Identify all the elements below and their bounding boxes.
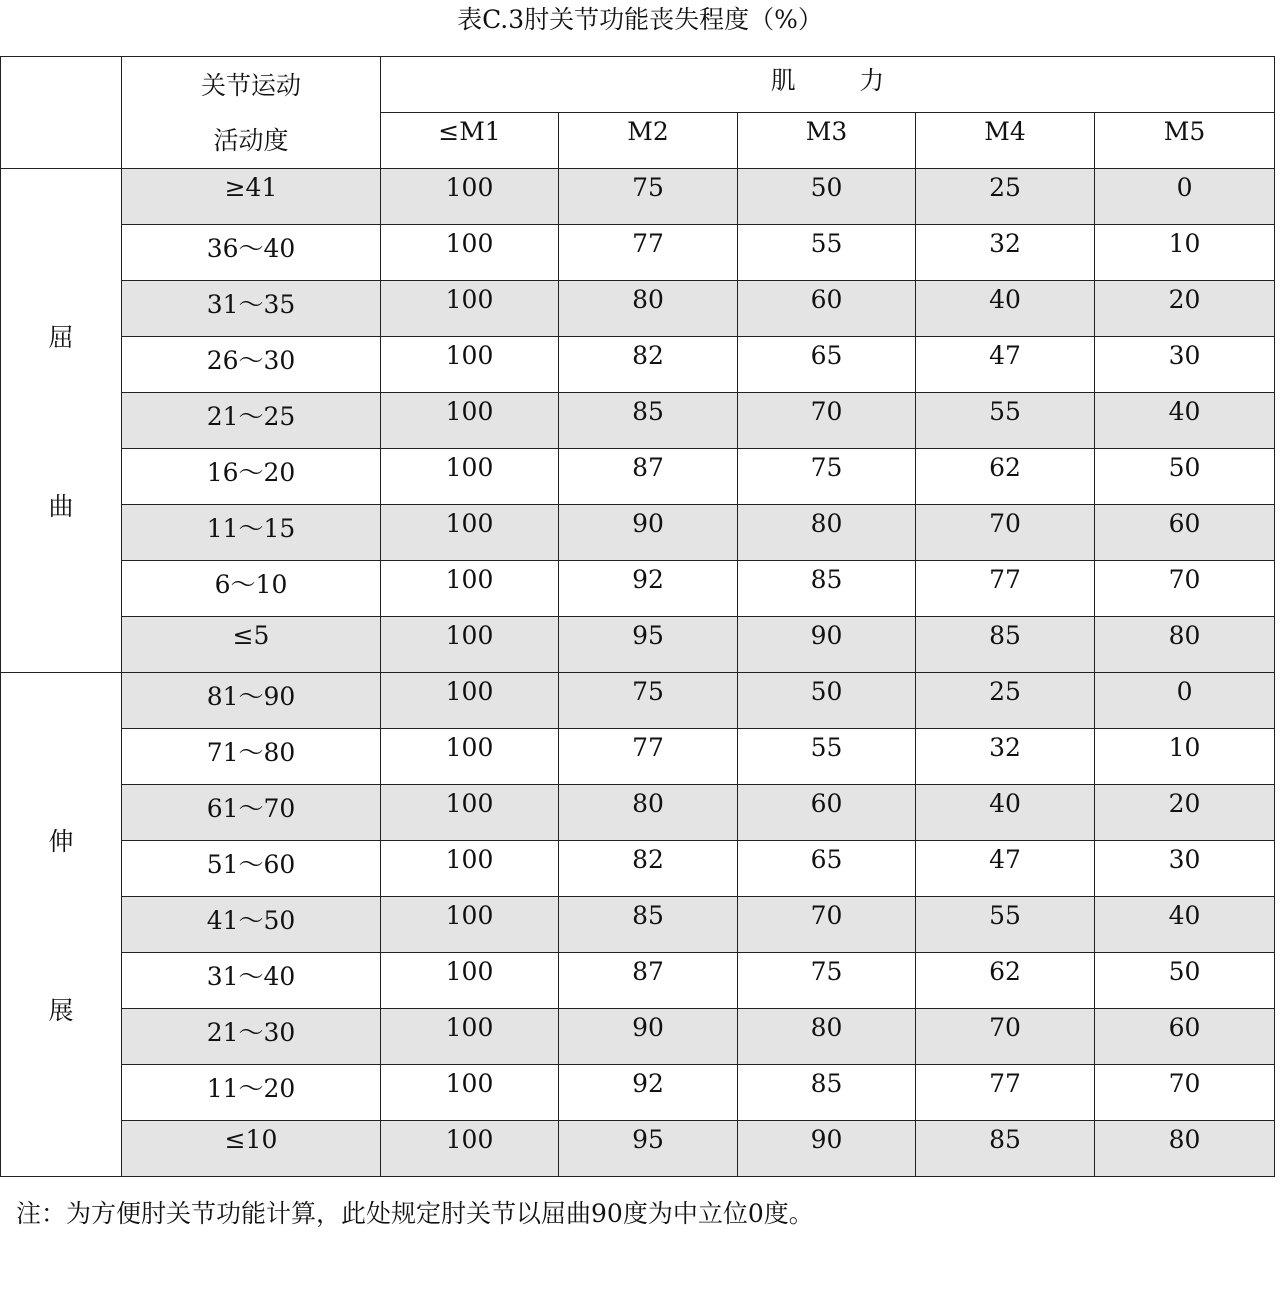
value-cell: 70	[738, 897, 916, 953]
value-cell: 0	[1095, 673, 1275, 729]
value-cell: 50	[738, 169, 916, 225]
value-cell: 90	[738, 617, 916, 673]
range-header-line1: 关节运动	[200, 70, 301, 100]
value-cell: 75	[559, 169, 738, 225]
value-cell: 100	[381, 505, 559, 561]
range-cell: 16～20	[122, 449, 381, 505]
value-cell: 32	[916, 225, 1095, 281]
value-cell: 20	[1095, 785, 1275, 841]
value-cell: 100	[381, 225, 559, 281]
value-cell: 92	[559, 561, 738, 617]
range-cell: 36～40	[122, 225, 381, 281]
value-cell: 20	[1095, 281, 1275, 337]
value-cell: 100	[381, 393, 559, 449]
value-cell: 100	[381, 1065, 559, 1121]
value-cell: 80	[738, 1009, 916, 1065]
value-cell: 85	[738, 1065, 916, 1121]
value-cell: 40	[1095, 393, 1275, 449]
range-header	[122, 57, 381, 169]
value-cell: 40	[1095, 897, 1275, 953]
value-cell: 50	[738, 673, 916, 729]
value-cell: 47	[916, 337, 1095, 393]
motion-group-char: 伸	[48, 826, 74, 856]
value-cell: 80	[559, 785, 738, 841]
value-cell: 10	[1095, 225, 1275, 281]
table-row	[1, 337, 1275, 393]
elbow-function-loss-table	[0, 56, 1275, 1177]
value-cell: 100	[381, 1121, 559, 1177]
range-cell: 26～30	[122, 337, 381, 393]
value-cell: 50	[1095, 449, 1275, 505]
value-cell: 92	[559, 1065, 738, 1121]
value-cell: 100	[381, 561, 559, 617]
value-cell: 85	[738, 561, 916, 617]
value-cell: 47	[916, 841, 1095, 897]
value-cell: 70	[1095, 561, 1275, 617]
value-cell: 60	[1095, 505, 1275, 561]
value-cell: 95	[559, 1121, 738, 1177]
motion-group-char: 曲	[48, 492, 74, 522]
range-cell: 51～60	[122, 841, 381, 897]
value-cell: 30	[1095, 841, 1275, 897]
range-cell: 71～80	[122, 729, 381, 785]
value-cell: 25	[916, 169, 1095, 225]
value-cell: 10	[1095, 729, 1275, 785]
value-cell: 100	[381, 449, 559, 505]
table-row	[1, 673, 1275, 729]
value-cell: 87	[559, 449, 738, 505]
value-cell: 80	[738, 505, 916, 561]
value-cell: 100	[381, 785, 559, 841]
value-cell: 85	[559, 897, 738, 953]
motion-group-char: 屈	[48, 322, 74, 352]
table-row	[1, 1009, 1275, 1065]
value-cell: 32	[916, 729, 1095, 785]
table-row	[1, 785, 1275, 841]
table-row	[1, 561, 1275, 617]
value-cell: 50	[1095, 953, 1275, 1009]
value-cell: 80	[559, 281, 738, 337]
value-cell: 60	[1095, 1009, 1275, 1065]
table-row	[1, 449, 1275, 505]
range-cell: ≤5	[122, 617, 381, 673]
table-row	[1, 729, 1275, 785]
value-cell: 82	[559, 841, 738, 897]
value-cell: 100	[381, 897, 559, 953]
value-cell: 55	[916, 393, 1095, 449]
value-cell: 75	[738, 953, 916, 1009]
value-cell: 82	[559, 337, 738, 393]
grade-header: M4	[916, 113, 1095, 169]
value-cell: 77	[916, 561, 1095, 617]
range-cell: 11～20	[122, 1065, 381, 1121]
table-row	[1, 393, 1275, 449]
value-cell: 55	[916, 897, 1095, 953]
table-row	[1, 1121, 1275, 1177]
table-row	[1, 505, 1275, 561]
range-cell: 21～25	[122, 393, 381, 449]
range-cell: ≤10	[122, 1121, 381, 1177]
value-cell: 100	[381, 953, 559, 1009]
value-cell: 80	[1095, 617, 1275, 673]
value-cell: 95	[559, 617, 738, 673]
value-cell: 85	[916, 1121, 1095, 1177]
motion-group-label	[1, 169, 122, 673]
table-row	[1, 841, 1275, 897]
table-row	[1, 1065, 1275, 1121]
value-cell: 77	[559, 729, 738, 785]
value-cell: 100	[381, 1009, 559, 1065]
value-cell: 55	[738, 729, 916, 785]
grade-header: ≤M1	[381, 113, 559, 169]
value-cell: 77	[559, 225, 738, 281]
range-cell: 81～90	[122, 673, 381, 729]
value-cell: 70	[916, 505, 1095, 561]
value-cell: 80	[1095, 1121, 1275, 1177]
muscle-strength-header: 肌 力	[381, 57, 1275, 113]
value-cell: 85	[916, 617, 1095, 673]
value-cell: 30	[1095, 337, 1275, 393]
value-cell: 90	[559, 1009, 738, 1065]
value-cell: 25	[916, 673, 1095, 729]
motion-group-char: 展	[48, 996, 74, 1026]
table-row	[1, 617, 1275, 673]
range-cell: 41～50	[122, 897, 381, 953]
value-cell: 100	[381, 841, 559, 897]
table-row	[1, 897, 1275, 953]
value-cell: 100	[381, 281, 559, 337]
value-cell: 90	[738, 1121, 916, 1177]
value-cell: 100	[381, 729, 559, 785]
table-row	[1, 953, 1275, 1009]
value-cell: 87	[559, 953, 738, 1009]
table-row	[1, 225, 1275, 281]
range-cell: 31～40	[122, 953, 381, 1009]
table-row	[1, 281, 1275, 337]
value-cell: 60	[738, 785, 916, 841]
value-cell: 65	[738, 337, 916, 393]
value-cell: 70	[738, 393, 916, 449]
value-cell: 77	[916, 1065, 1095, 1121]
range-cell: 31～35	[122, 281, 381, 337]
range-cell: 21～30	[122, 1009, 381, 1065]
value-cell: 0	[1095, 169, 1275, 225]
value-cell: 100	[381, 673, 559, 729]
range-cell: 61～70	[122, 785, 381, 841]
value-cell: 40	[916, 785, 1095, 841]
value-cell: 100	[381, 337, 559, 393]
value-cell: 75	[559, 673, 738, 729]
range-cell: 6～10	[122, 561, 381, 617]
grade-header: M5	[1095, 113, 1275, 169]
range-cell: ≥41	[122, 169, 381, 225]
footnote: 注：为方便肘关节功能计算，此处规定肘关节以屈曲90度为中立位0度。	[16, 1199, 814, 1228]
range-header-line2: 活动度	[213, 125, 289, 155]
table-title: 表C.3肘关节功能丧失程度（%）	[457, 5, 823, 34]
value-cell: 60	[738, 281, 916, 337]
value-cell: 100	[381, 169, 559, 225]
value-cell: 62	[916, 953, 1095, 1009]
range-cell: 11～15	[122, 505, 381, 561]
value-cell: 85	[559, 393, 738, 449]
table-row	[1, 169, 1275, 225]
value-cell: 62	[916, 449, 1095, 505]
value-cell: 90	[559, 505, 738, 561]
value-cell: 70	[1095, 1065, 1275, 1121]
value-cell: 75	[738, 449, 916, 505]
value-cell: 100	[381, 617, 559, 673]
value-cell: 40	[916, 281, 1095, 337]
motion-group-label	[1, 673, 122, 1177]
grade-header: M3	[738, 113, 916, 169]
value-cell: 55	[738, 225, 916, 281]
value-cell: 70	[916, 1009, 1095, 1065]
grade-header: M2	[559, 113, 738, 169]
value-cell: 65	[738, 841, 916, 897]
corner-cell	[1, 57, 122, 169]
